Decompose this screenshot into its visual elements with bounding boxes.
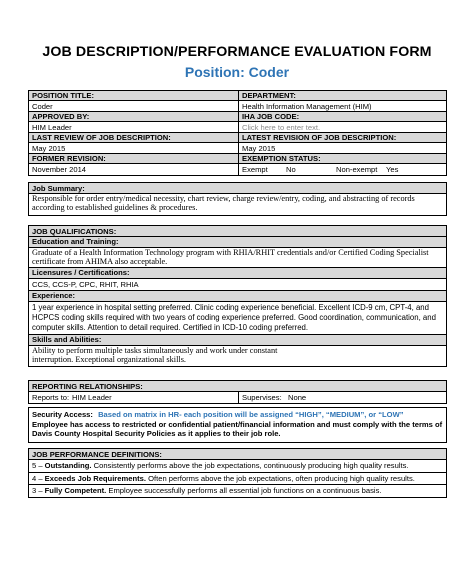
security-access-section bbox=[28, 407, 447, 443]
supervises-value: None bbox=[288, 393, 307, 402]
rating-number: 4 – bbox=[32, 473, 45, 483]
security-access-matrix-note: Based on matrix in HR- each position will be assigned “HIGH”, “MEDIUM”, or “LOW” bbox=[98, 410, 404, 419]
rating-definition-5 bbox=[29, 460, 446, 473]
rating-term: Fully Competent. bbox=[44, 486, 107, 495]
reports-to-cell bbox=[29, 392, 239, 403]
security-access-label: Security Access: bbox=[32, 410, 93, 419]
reports-to-label: Reports to: bbox=[32, 393, 70, 402]
rating-definition-3 bbox=[29, 485, 446, 497]
skills-header: Skills and Abilities: bbox=[29, 334, 446, 346]
job-qualifications-header: JOB QUALIFICATIONS: bbox=[29, 226, 446, 237]
rating-term: Exceeds Job Requirements. bbox=[44, 473, 146, 483]
rating-number: 5 – bbox=[32, 461, 45, 470]
latest-revision-value: May 2015 bbox=[239, 143, 446, 154]
non-exempt-label: Non-exempt bbox=[336, 165, 378, 174]
position-subtitle: Position: Coder bbox=[184, 64, 290, 80]
position-info-table bbox=[28, 90, 447, 176]
job-summary-text: Responsible for order entry/medical necessity, chart review, charge review/entry, coding, and abstracting of records according to established guidelines & procedures. bbox=[32, 194, 415, 213]
job-performance-definitions-header: JOB PERFORMANCE DEFINITIONS: bbox=[29, 449, 446, 460]
rating-description: Consistently performs above the job expectations, continuously producing high quality results. bbox=[93, 461, 409, 470]
last-review-label: LAST REVIEW OF JOB DESCRIPTION: bbox=[29, 133, 239, 143]
former-revision-label: FORMER REVISION: bbox=[29, 154, 239, 164]
department-value: Health Information Management (HIM) bbox=[239, 101, 446, 112]
rating-description: Employee successfully performs all essential job functions on a continuous basis. bbox=[108, 486, 382, 495]
reporting-relationships-section bbox=[28, 380, 447, 404]
iha-job-code-field[interactable]: Click here to enter text. bbox=[239, 122, 446, 133]
skills-text: Ability to perform multiple tasks simultaneously and work under constant interruption. Exceptional organizational skills. bbox=[32, 345, 278, 365]
experience-header: Experience: bbox=[29, 290, 446, 302]
former-revision-value: November 2014 bbox=[29, 164, 239, 175]
job-summary-section bbox=[28, 182, 447, 216]
iha-job-code-label: IHA JOB CODE: bbox=[239, 112, 446, 122]
rating-definition-4 bbox=[29, 473, 446, 486]
department-label: DEPARTMENT: bbox=[239, 91, 446, 101]
job-qualifications-section bbox=[28, 225, 447, 367]
non-exempt-answer[interactable]: Yes bbox=[386, 165, 399, 174]
licenses-text: CCS, CCS-P, CPC, RHIT, RHIA bbox=[32, 279, 139, 289]
reporting-relationships-header: REPORTING RELATIONSHIPS: bbox=[29, 381, 446, 392]
position-title-label: POSITION TITLE: bbox=[29, 91, 239, 101]
job-summary-header: Job Summary: bbox=[29, 183, 446, 194]
supervises-label: Supervises: bbox=[242, 393, 282, 402]
last-review-value: May 2015 bbox=[29, 143, 239, 154]
reports-to-value: HIM Leader bbox=[72, 393, 112, 402]
rating-description: Often performs above the job expectations, often producing high quality results. bbox=[148, 473, 415, 483]
education-header: Education and Training: bbox=[29, 237, 446, 248]
job-performance-definitions-section bbox=[28, 448, 447, 498]
form-title: JOB DESCRIPTION/PERFORMANCE EVALUATION FORM bbox=[42, 44, 432, 60]
exemption-status-label: EXEMPTION STATUS: bbox=[239, 154, 446, 164]
experience-text: 1 year experience in hospital setting preferred. Clinic coding experience beneficial. Excellent ICD-9 cm, CPT-4, and HCPCS coding skills required with two years of coding experience preferred. Good coordination, communication, and computer skills. Attention to detail required. Certified in ICD-10 coding preferred. bbox=[32, 302, 436, 332]
approved-by-value: HIM Leader bbox=[29, 122, 239, 133]
education-text: Graduate of a Health Information Technology program with RHIA/RHIT credentials and/or Certified Coding Specialist certificate from AHIMA also acceptable. bbox=[32, 248, 429, 267]
rating-term: Outstanding. bbox=[44, 461, 92, 470]
position-title-value: Coder bbox=[29, 101, 239, 112]
approved-by-label: APPROVED BY: bbox=[29, 112, 239, 122]
latest-revision-label: LATEST REVISION OF JOB DESCRIPTION: bbox=[239, 133, 446, 143]
security-access-policy-text: Employee has access to restricted or confidential patient/financial information and must comply with the terms of Davis County Hospital Security Policies as it applies to their job role. bbox=[32, 419, 443, 438]
exemption-status-row bbox=[239, 164, 446, 175]
exempt-label: Exempt bbox=[242, 165, 268, 174]
licenses-header: Licensures / Certifications: bbox=[29, 267, 446, 279]
rating-number: 3 – bbox=[32, 486, 45, 495]
supervises-cell bbox=[239, 392, 446, 403]
exempt-answer[interactable]: No bbox=[286, 165, 296, 174]
